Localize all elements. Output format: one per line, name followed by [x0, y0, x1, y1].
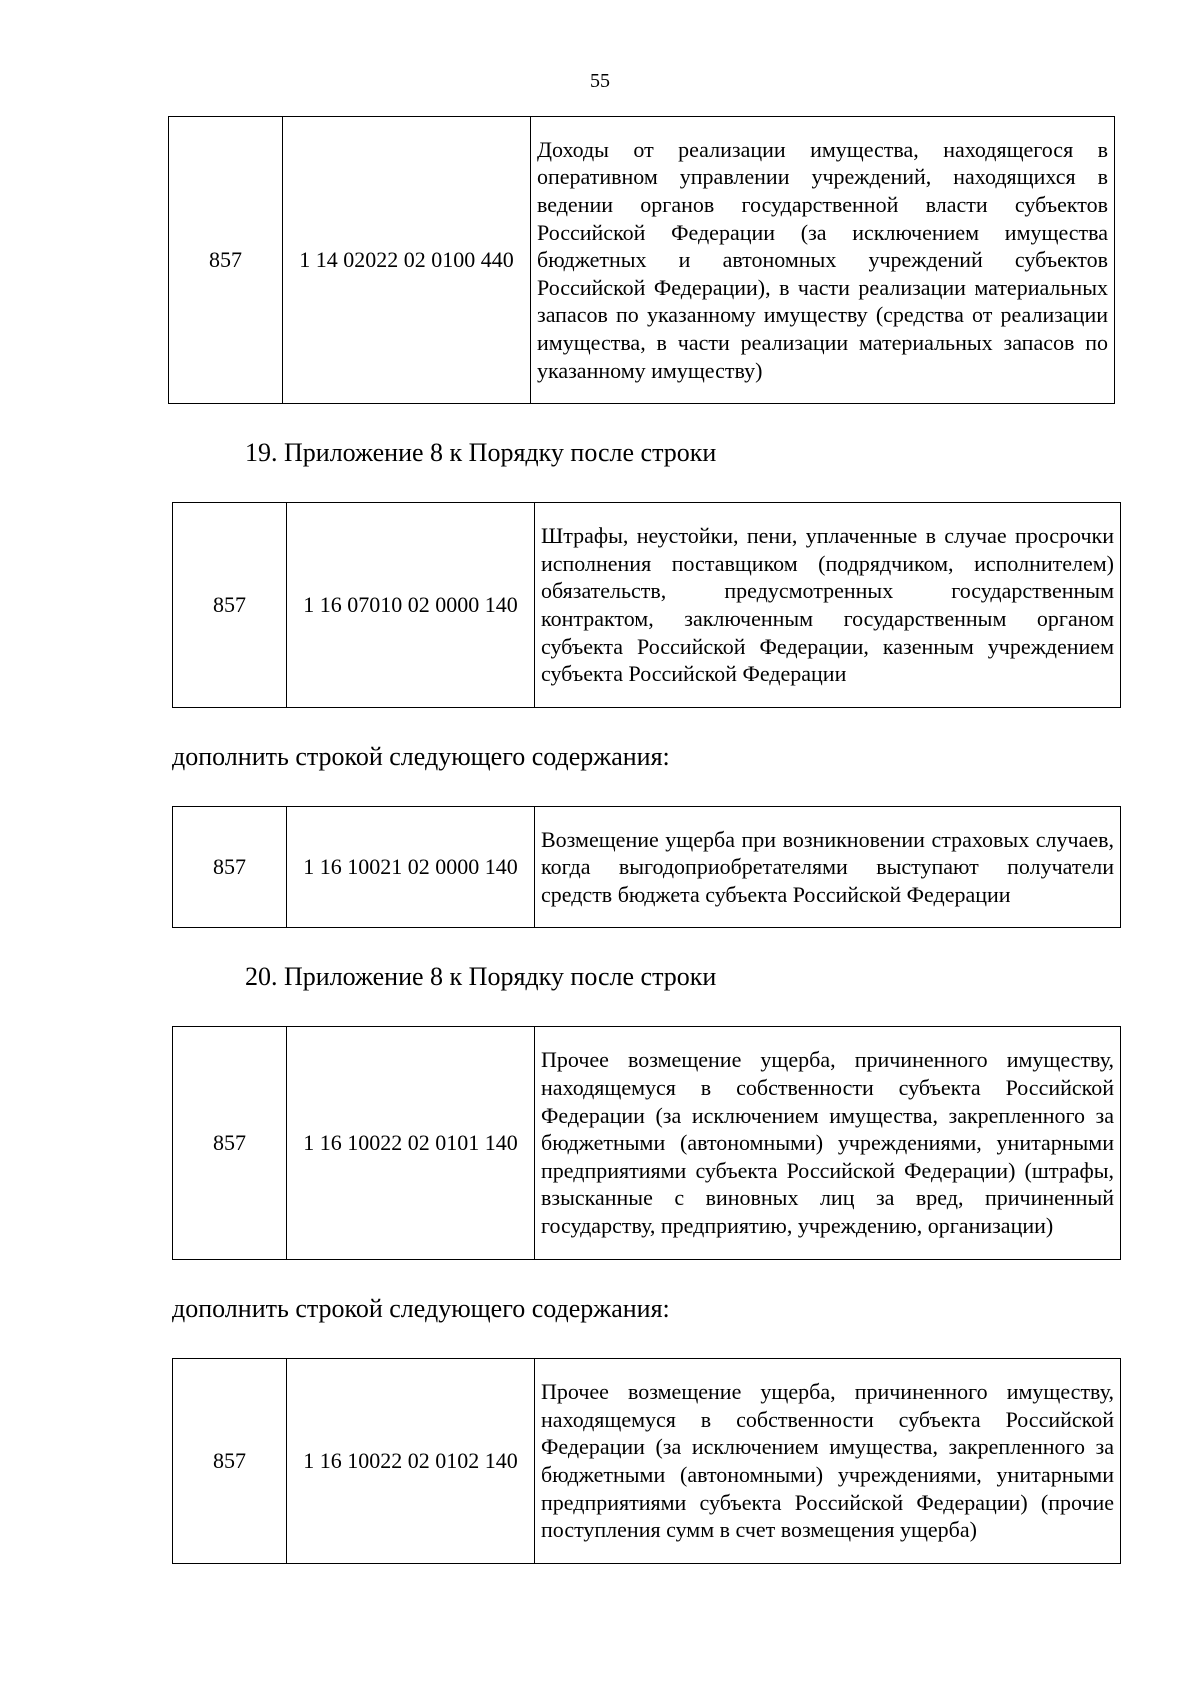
description-cell: Доходы от реализации имущества, находящегося в оперативном управлении учреждений, находящихся в ведении органов государственной власти субъектов Российской Федерации (за исключением имущества бюджетных и автономных учреждений субъектов Российской Федерации), в части реализации материальных запасов по указанному имуществу (средства от реализации имущества, в части реализации материальных запасов по указанному имуществу): [531, 117, 1115, 404]
code-cell: 857: [173, 807, 287, 928]
kbk-cell: 1 16 10021 02 0000 140: [287, 807, 535, 928]
code-cell: 857: [173, 503, 287, 708]
page-number: 55: [590, 70, 610, 92]
table-row-1: [168, 116, 1115, 404]
description-cell: Штрафы, неустойки, пени, уплаченные в случае просрочки исполнения поставщиком (подрядчиком, исполнителем) обязательств, предусмотренных государственным контрактом, заключенным государственным органом субъекта Российской Федерации, казенным учреждением субъекта Российской Федерации: [535, 503, 1121, 708]
code-cell: 857: [173, 1359, 287, 1564]
table-row-4: [172, 1026, 1121, 1260]
kbk-cell: 1 16 10022 02 0102 140: [287, 1359, 535, 1564]
paragraph-20: 20. Приложение 8 к Порядку после строки: [245, 962, 717, 991]
table-row-3: [172, 806, 1121, 928]
paragraph-add-row-2: дополнить строкой следующего содержания:: [172, 1294, 670, 1323]
description-cell: Возмещение ущерба при возникновении страховых случаев, когда выгодоприобретателями выступают получатели средств бюджета субъекта Российской Федерации: [535, 807, 1121, 928]
code-cell: 857: [169, 117, 283, 404]
description-cell: Прочее возмещение ущерба, причиненного имуществу, находящемуся в собственности субъекта Российской Федерации (за исключением имущества, закрепленного за бюджетными (автономными) учреждениями, унитарными предприятиями субъекта Российской Федерации) (прочие поступления сумм в счет возмещения ущерба): [535, 1359, 1121, 1564]
description-cell: Прочее возмещение ущерба, причиненного имуществу, находящемуся в собственности субъекта Российской Федерации (за исключением имущества, закрепленного за бюджетными (автономными) учреждениями, унитарными предприятиями субъекта Российской Федерации) (штрафы, взысканные с виновных лиц за вред, причиненный государству, предприятию, учреждению, организации): [535, 1027, 1121, 1260]
table-row-2: [172, 502, 1121, 708]
table-row-5: [172, 1358, 1121, 1564]
paragraph-add-row-1: дополнить строкой следующего содержания:: [172, 742, 670, 771]
code-cell: 857: [173, 1027, 287, 1260]
kbk-cell: 1 14 02022 02 0100 440: [283, 117, 531, 404]
kbk-cell: 1 16 07010 02 0000 140: [287, 503, 535, 708]
paragraph-19: 19. Приложение 8 к Порядку после строки: [245, 438, 717, 467]
kbk-cell: 1 16 10022 02 0101 140: [287, 1027, 535, 1260]
